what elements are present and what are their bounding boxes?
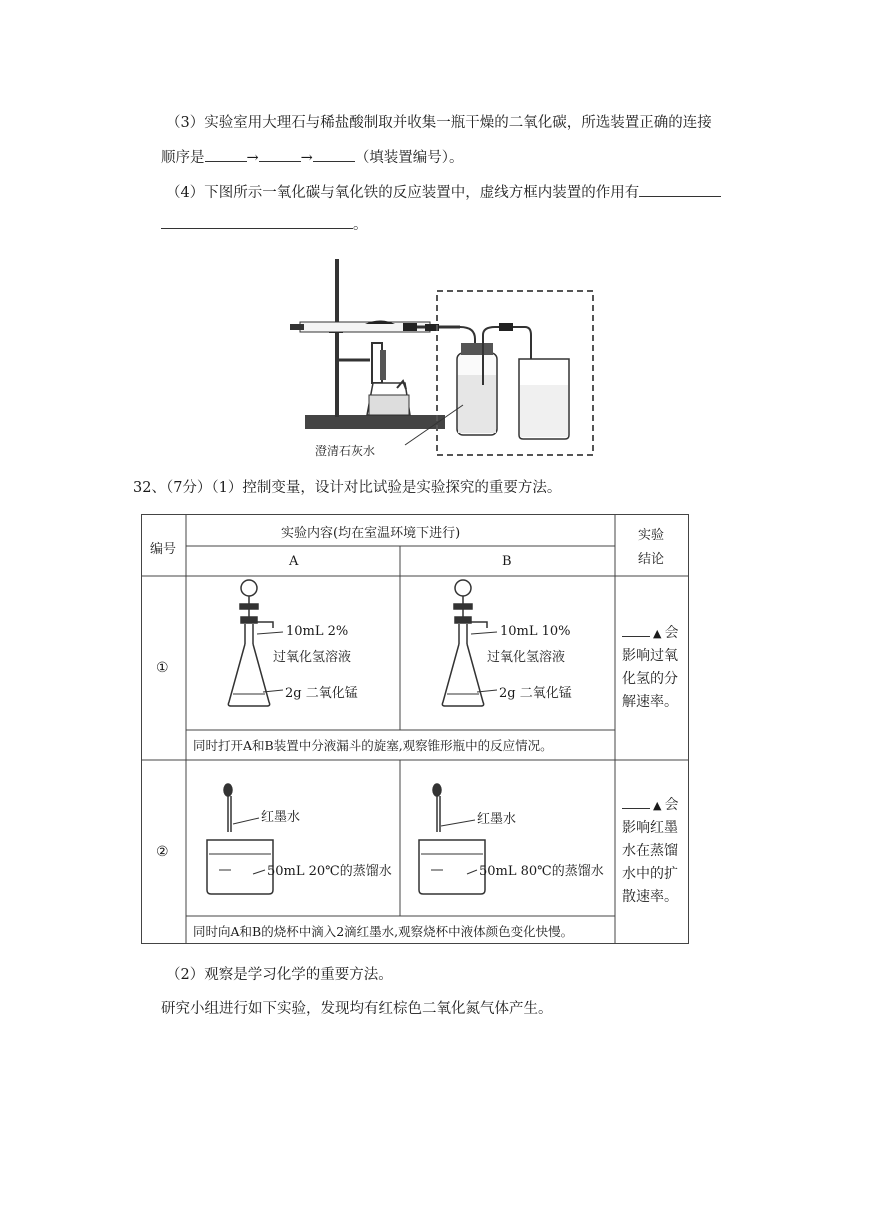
funnel-flask-b (442, 580, 487, 706)
header-number: 编号 (150, 542, 177, 557)
arrow-1: → (246, 150, 259, 166)
q3-line2 (161, 147, 464, 168)
q4-line2 (161, 214, 368, 235)
q4-text: （4）下图所示一氧化碳与氧化铁的反应装置中，虚线方框内装置的作用有 (166, 185, 640, 201)
q2-line1: （2）观察是学习化学的重要方法。 (166, 967, 393, 983)
row-2-note: 同时向A和B的烧杯中滴入2滴红墨水,观察烧杯中液体颜色变化快慢。 (193, 924, 574, 939)
row-1-id: ① (156, 660, 169, 676)
q3-suffix: （填装置编号）。 (354, 150, 464, 166)
q3-line1: （3）实验室用大理石与稀盐酸制取并收集一瓶干燥的二氧化碳，所选装置正确的连接 (166, 115, 712, 131)
q3-prefix: 顺序是 (161, 150, 205, 166)
answer-blank-4b[interactable] (161, 214, 353, 229)
q4-line1 (166, 182, 721, 203)
arrow-2: → (300, 150, 313, 166)
answer-blank-4a[interactable] (639, 182, 721, 197)
conclusion-blank-1[interactable] (622, 622, 650, 637)
conclusion-line: 会 (664, 625, 679, 641)
row-1-b-catalyst: 2g 二氧化锰 (499, 686, 572, 701)
q4-end: 。 (353, 217, 368, 233)
row-2-b-water: 50mL 80℃的蒸馏水 (479, 864, 604, 879)
conclusion-line: 水在蒸馏 (622, 843, 678, 859)
limewater-label: 澄清石灰水 (315, 444, 376, 458)
conclusion-line: 化氢的分 (622, 671, 678, 687)
experiment-table (141, 514, 689, 944)
conclusion-line: 影响过氧 (622, 648, 678, 664)
row-1-conclusion (622, 622, 694, 714)
row-1-a-solution: 过氧化氢溶液 (273, 650, 352, 665)
header-conclusion-1: 实验 (638, 528, 665, 543)
column-a-header: A (289, 554, 299, 569)
answer-blank-3[interactable] (313, 147, 355, 162)
dropper-beaker-a (207, 784, 273, 894)
triangle-mark: ▲ (653, 627, 662, 640)
row-1-b-volume: 10mL 10% (500, 624, 571, 639)
row-2-a-dropper: 红墨水 (261, 810, 301, 825)
conclusion-line: 影响红墨 (622, 820, 678, 836)
conclusion-line: 散速率。 (622, 889, 678, 905)
header-content: 实验内容(均在室温环境下进行) (281, 526, 461, 541)
row-2-b-dropper: 红墨水 (477, 812, 517, 827)
conclusion-line: 解速率。 (622, 694, 678, 710)
answer-blank-2[interactable] (259, 147, 301, 162)
row-1-note: 同时打开A和B装置中分液漏斗的旋塞,观察锥形瓶中的反应情况。 (193, 738, 553, 753)
table-grid (141, 514, 689, 944)
q32-intro: 32、（7分）（1）控制变量，设计对比试验是实验探究的重要方法。 (133, 480, 562, 496)
column-b-header: B (502, 554, 512, 569)
dropper-beaker-b (419, 784, 485, 894)
co-reduction-apparatus-figure (285, 255, 600, 460)
row-2-a-water: 50mL 20℃的蒸馏水 (267, 864, 392, 879)
funnel-flask-a (228, 580, 273, 706)
row-1-b-solution: 过氧化氢溶液 (487, 650, 566, 665)
conclusion-line: 会 (664, 797, 679, 813)
header-conclusion-2: 结论 (638, 552, 665, 567)
q2-line2: 研究小组进行如下实验，发现均有红棕色二氧化氮气体产生。 (161, 1001, 553, 1017)
conclusion-blank-2[interactable] (622, 794, 650, 809)
triangle-mark: ▲ (653, 799, 662, 812)
conclusion-line: 水中的扩 (622, 866, 678, 882)
answer-blank-1[interactable] (205, 147, 247, 162)
row-1-a-volume: 10mL 2% (286, 624, 349, 639)
row-1-a-catalyst: 2g 二氧化锰 (285, 686, 358, 701)
row-2-id: ② (156, 844, 169, 860)
row-2-conclusion (622, 794, 694, 909)
